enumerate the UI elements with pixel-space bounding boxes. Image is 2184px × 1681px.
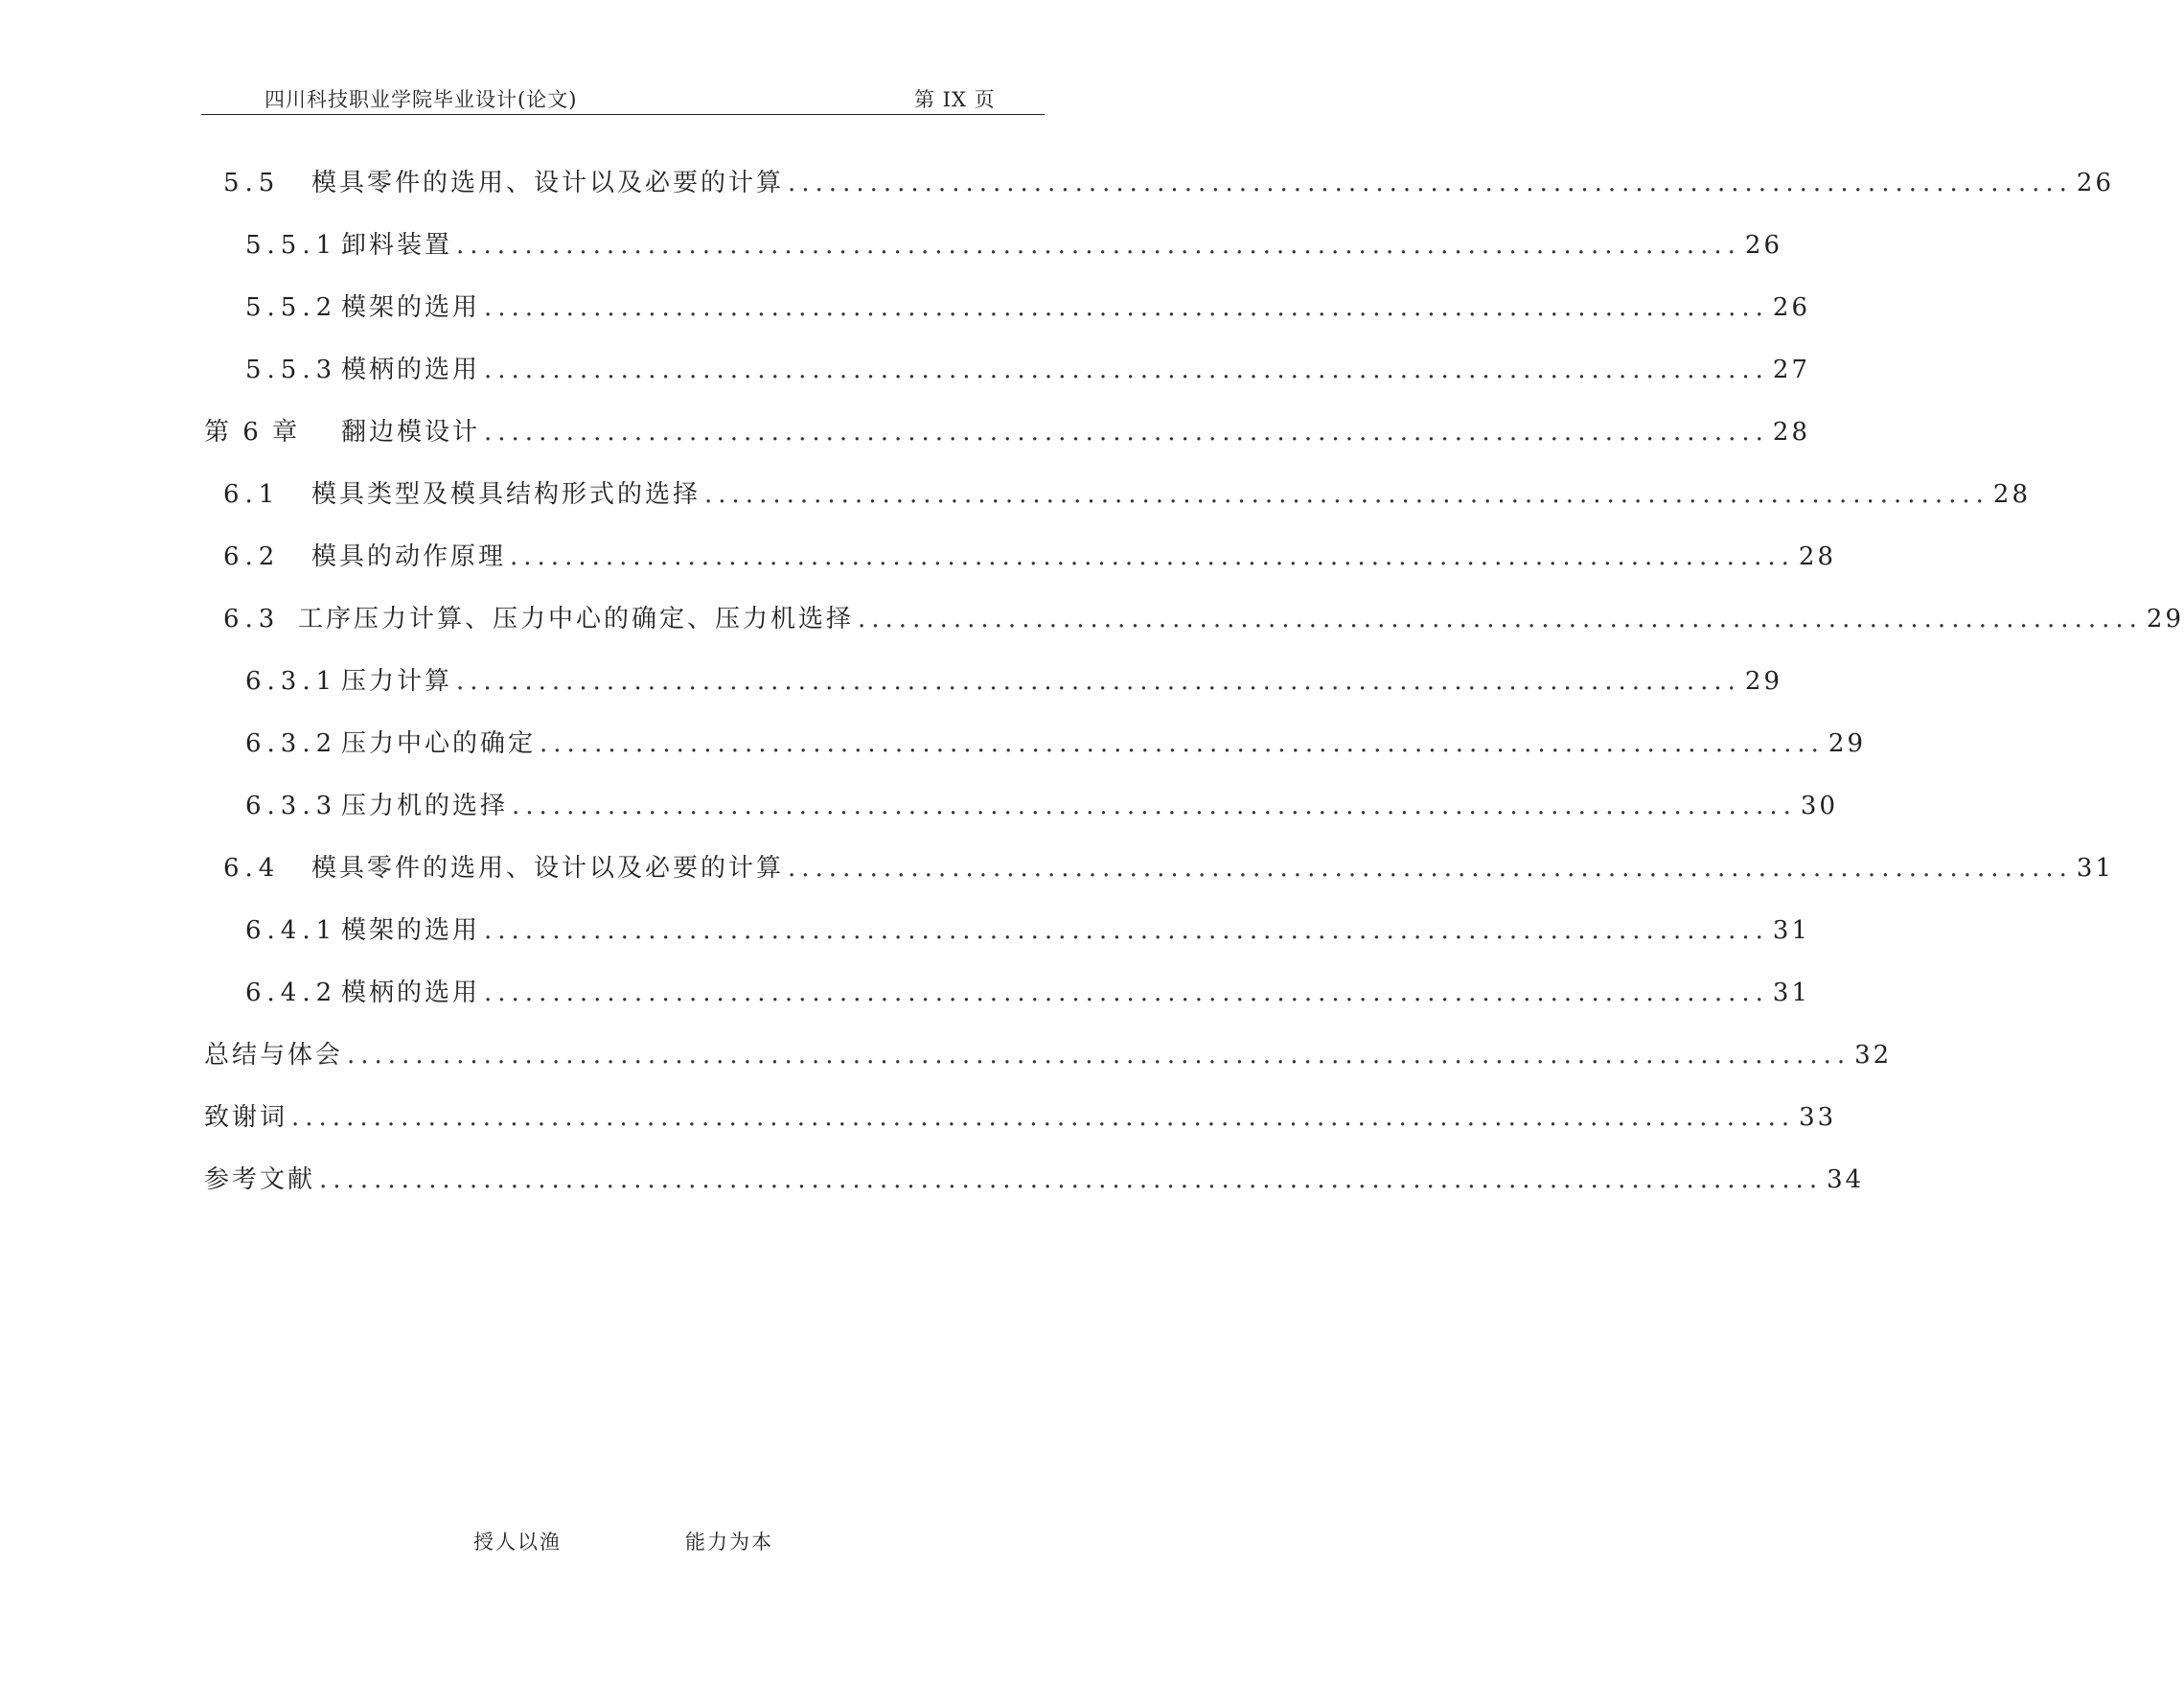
toc-entry-page: 26: [1744, 231, 1782, 260]
toc-entry-title: 模柄的选用: [341, 979, 481, 1007]
toc-dot-leader: ..............................................................................................: [512, 792, 1797, 820]
toc-entry-number: 6.3.2: [245, 729, 338, 758]
header-page-number: 第 IX 页: [914, 88, 996, 111]
toc-dot-leader: ..............................................................................................: [540, 729, 1825, 758]
toc-dot-leader: ..............................................................................................: [788, 169, 2073, 197]
header-divider: [201, 114, 1045, 115]
toc-entry-summary[interactable]: [204, 1035, 1893, 1070]
toc-entry-page: 27: [1772, 356, 1810, 384]
toc-entry-number: 6.1: [223, 480, 281, 509]
toc-entry-title: 模具零件的选用、设计以及必要的计算: [311, 169, 785, 197]
toc-dot-leader: ..............................................................................................: [456, 231, 1741, 260]
toc-entry-number: 5.5.2: [245, 293, 338, 322]
toc-entry-page: 30: [1800, 792, 1838, 820]
toc-entry-page: 32: [1854, 1041, 1893, 1070]
toc-entry-6-4[interactable]: [223, 848, 2114, 883]
toc-dot-leader: ..............................................................................................: [456, 667, 1741, 696]
toc-entry-title: 工序压力计算、压力中心的确定、压力机选择: [298, 605, 855, 633]
toc-entry-6-3-2[interactable]: [245, 724, 1866, 758]
toc-dot-leader: ..............................................................................................................: [291, 1103, 1796, 1132]
toc-entry-chapter-6[interactable]: [204, 412, 1810, 447]
toc-entry-title: 模柄的选用: [341, 356, 481, 384]
toc-dot-leader: ..............................................................................................: [484, 979, 1769, 1007]
toc-entry-page: 26: [1772, 293, 1810, 322]
toc-entry-title: 卸料装置: [341, 231, 453, 260]
toc-entry-title: 参考文献: [204, 1165, 316, 1194]
toc-entry-number: 6.4.1: [245, 916, 338, 945]
toc-entry-number: 6.4.2: [245, 979, 338, 1007]
toc-entry-page: 28: [1992, 480, 2031, 509]
toc-entry-6-4-1[interactable]: [245, 910, 1810, 945]
toc-entry-number: 5.5.1: [245, 231, 338, 260]
header-title: 四川科技职业学院毕业设计(论文): [264, 88, 578, 111]
toc-entry-number: 6.3.1: [245, 667, 338, 696]
toc-entry-6-3[interactable]: [223, 599, 2184, 633]
toc-entry-page: 31: [2076, 854, 2114, 883]
toc-entry-5-5[interactable]: [223, 163, 2114, 197]
toc-entry-6-1[interactable]: [223, 474, 2031, 509]
toc-entry-number: 第 6 章: [204, 418, 301, 447]
toc-entry-page: 28: [1798, 542, 1836, 571]
toc-dot-leader: ..............................................................................................: [484, 418, 1769, 447]
toc-entry-6-2[interactable]: [223, 537, 1836, 571]
toc-entry-6-4-2[interactable]: [245, 973, 1810, 1007]
footer-motto-left: 授人以渔: [473, 1531, 562, 1554]
toc-entry-title: 模架的选用: [341, 293, 481, 322]
toc-dot-leader: ..............................................................................................: [484, 356, 1769, 384]
toc-entry-page: 31: [1772, 916, 1810, 945]
toc-entry-page: 29: [1744, 667, 1782, 696]
toc-entry-5-5-3[interactable]: [245, 350, 1810, 384]
toc-dot-leader: ..............................................................................................................: [319, 1165, 1824, 1194]
toc-entry-title: 翻边模设计: [341, 418, 481, 447]
toc-entry-title: 模架的选用: [341, 916, 481, 945]
footer-motto-right: 能力为本: [685, 1531, 773, 1554]
toc-entry-page: 33: [1799, 1103, 1837, 1132]
toc-entry-title: 致谢词: [204, 1103, 288, 1132]
toc-entry-page: 29: [2146, 605, 2184, 633]
toc-entry-acknowledgements[interactable]: [204, 1097, 1837, 1132]
toc-entry-title: 压力中心的确定: [341, 729, 537, 758]
toc-entry-title: 模具的动作原理: [311, 542, 507, 571]
toc-entry-page: 26: [2076, 169, 2114, 197]
toc-dot-leader: ..............................................................................................: [858, 605, 2143, 633]
toc-entry-title: 模具零件的选用、设计以及必要的计算: [311, 854, 785, 883]
toc-entry-6-3-3[interactable]: [245, 786, 1838, 820]
toc-dot-leader: ..............................................................................................: [510, 542, 1795, 571]
toc-entry-number: 6.2: [223, 542, 281, 571]
toc-entry-page: 29: [1828, 729, 1866, 758]
toc-entry-number: 6.3.3: [245, 792, 338, 820]
toc-entry-5-5-1[interactable]: [245, 225, 1782, 260]
toc-entry-title: 压力机的选择: [341, 792, 509, 820]
toc-entry-title: 压力计算: [341, 667, 453, 696]
toc-entry-page: 34: [1827, 1165, 1865, 1194]
toc-dot-leader: ..............................................................................................: [484, 293, 1769, 322]
toc-entry-title: 模具类型及模具结构形式的选择: [311, 480, 701, 509]
toc-entry-references[interactable]: [204, 1160, 1865, 1194]
toc-entry-page: 28: [1772, 418, 1810, 447]
toc-dot-leader: ..............................................................................................: [484, 916, 1769, 945]
toc-dot-leader: ..............................................................................................: [704, 480, 1989, 509]
toc-entry-number: 5.5: [223, 169, 281, 197]
toc-entry-number: 5.5.3: [245, 356, 338, 384]
toc-entry-6-3-1[interactable]: [245, 661, 1782, 696]
toc-dot-leader: ..............................................................................................................: [347, 1041, 1851, 1070]
toc-entry-title: 总结与体会: [204, 1041, 344, 1070]
toc-entry-5-5-2[interactable]: [245, 288, 1810, 322]
toc-dot-leader: ..............................................................................................: [788, 854, 2073, 883]
toc-entry-number: 6.4: [223, 854, 281, 883]
toc-entry-number: 6.3: [223, 605, 281, 633]
page-header: [201, 81, 1045, 115]
toc-entry-page: 31: [1772, 979, 1810, 1007]
